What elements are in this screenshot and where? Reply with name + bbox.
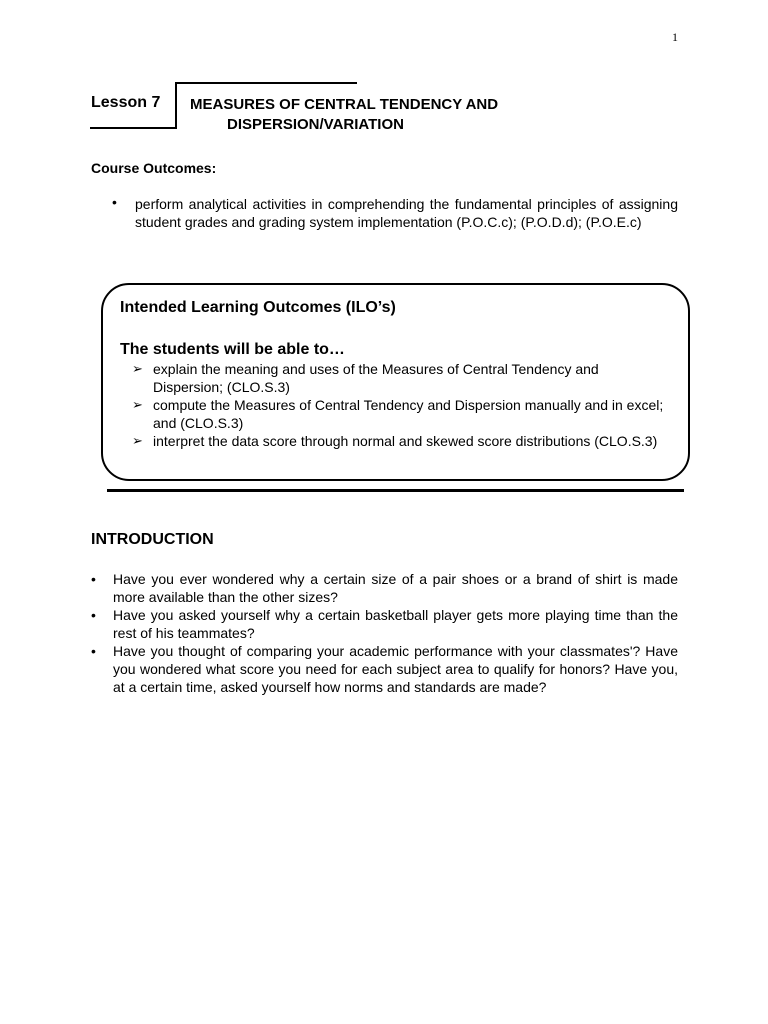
introduction-item (91, 570, 678, 606)
ilo-item (132, 396, 672, 432)
introduction-item-text: Have you thought of comparing your academic performance with your classmates'? Have you wondered what score you need for each subject area to qualify for honors? Have you, at a certain time, asked yourself how norms and standards are made? (113, 643, 678, 695)
ilo-heading: Intended Learning Outcomes (ILO’s) (120, 299, 396, 316)
introduction-item (91, 642, 678, 696)
ilo-item (132, 432, 672, 450)
introduction-heading: INTRODUCTION (91, 531, 214, 548)
arrow-bullet-icon: ➢ (132, 433, 143, 448)
lesson-label: Lesson 7 (91, 94, 161, 111)
lesson-title-overline (175, 82, 357, 84)
lesson-label-underline (90, 127, 177, 129)
bullet-icon: • (112, 194, 117, 210)
lesson-title (190, 95, 498, 135)
lesson-divider-line (175, 82, 177, 129)
lesson-title-line-1: MEASURES OF CENTRAL TENDENCY AND (190, 96, 499, 113)
section-divider (107, 489, 684, 492)
arrow-bullet-icon: ➢ (132, 397, 143, 412)
ilo-item (132, 360, 672, 396)
introduction-item-text: Have you ever wondered why a certain size of a pair shoes or a brand of shirt is made more available than the other sizes? (113, 571, 678, 605)
arrow-bullet-icon: ➢ (132, 361, 143, 376)
ilo-intro: The students will be able to… (120, 341, 345, 358)
course-outcome-item: perform analytical activities in comprehending the fundamental principles of assigning student grades and grading system implementation (P.O.C.c); (P.O.D.d); (P.O.E.c) (135, 196, 678, 230)
ilo-item-text: interpret the data score through normal and skewed score distributions (CLO.S.3) (153, 433, 658, 449)
bullet-icon: • (91, 607, 96, 623)
ilo-item-text: explain the meaning and uses of the Measures of Central Tendency and Dispersion; (CLO.S.3) (153, 361, 599, 395)
lesson-title-line-2: DISPERSION/VARIATION (227, 116, 404, 133)
course-outcomes-heading: Course Outcomes: (91, 160, 217, 176)
ilo-list (132, 360, 672, 450)
introduction-list (91, 570, 678, 696)
bullet-icon: • (91, 571, 96, 587)
introduction-item (91, 606, 678, 642)
page-number: 1 (672, 30, 678, 44)
bullet-icon: • (91, 643, 96, 659)
introduction-item-text: Have you asked yourself why a certain basketball player gets more playing time than the rest of his teammates? (113, 607, 678, 641)
ilo-item-text: compute the Measures of Central Tendency and Dispersion manually and in excel; and (CLO.S.3) (153, 397, 664, 431)
